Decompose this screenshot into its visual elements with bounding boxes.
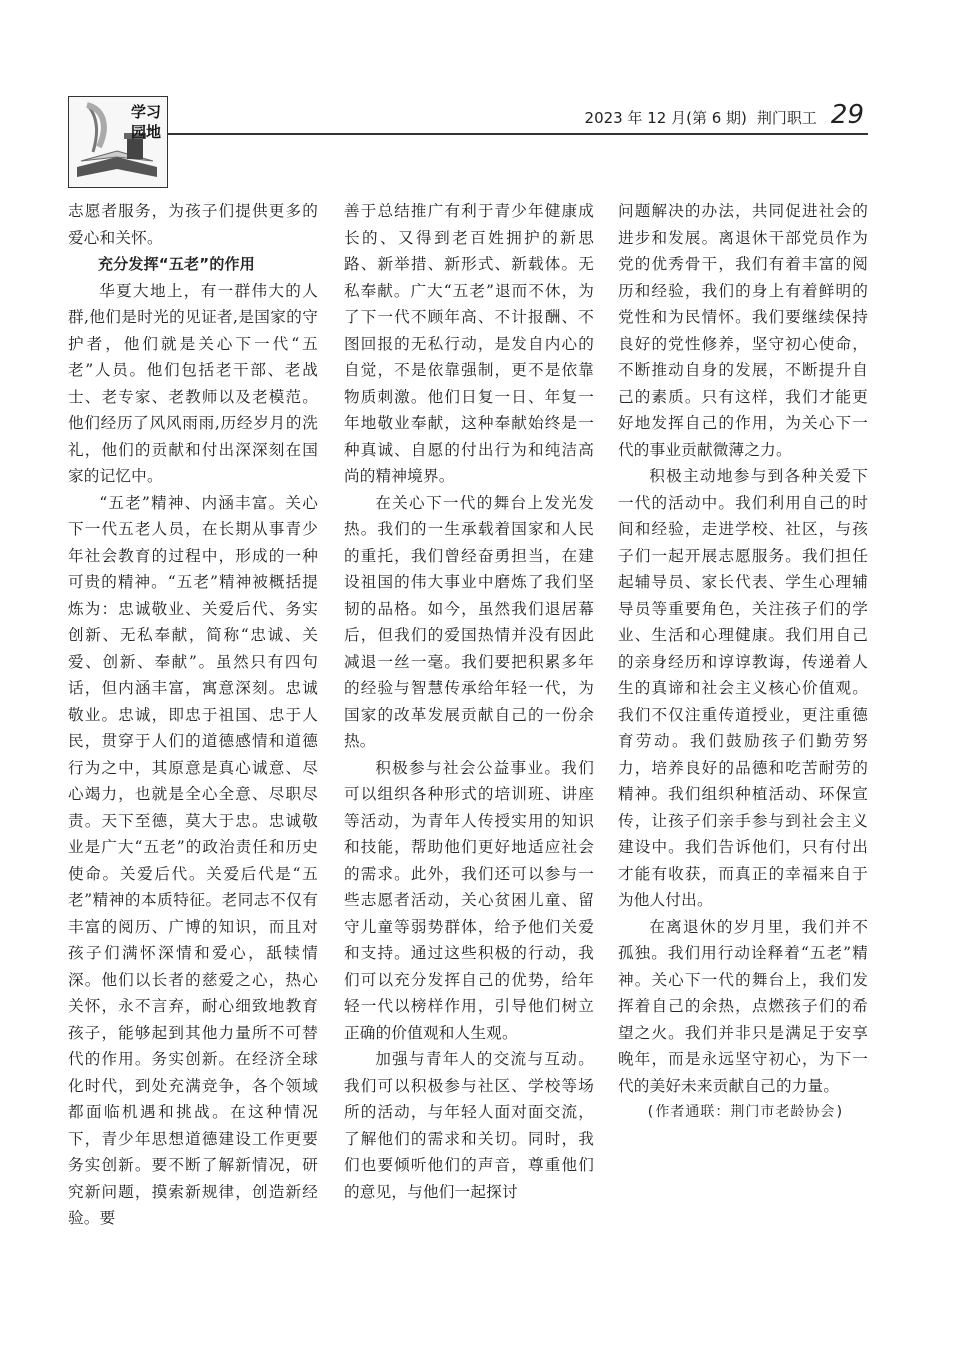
page-header: [584, 100, 864, 130]
author-note: (作者通联：荆门市老龄协会): [646, 1104, 845, 1120]
section-heading: 充分发挥“五老”的作用: [98, 255, 255, 273]
section-logo: [68, 96, 168, 188]
paragraph: 积极主动地参与到各种关爱下一代的活动中。我们利用自己的时间和经验，走进学校、社区，与孩子们一起开展志愿服务。我们担任起辅导员、家长代表、学生心理辅导员等重要角色，关注孩子们的学业、生活和心理健康。我们用自己的亲身经历和谆谆教诲，传递着人生的真谛和社会主义核心价值观。我们不仅注重传道授业，更注重德育劳动。我们鼓励孩子们勤劳努力，培养良好的品德和吃苦耐劳的精神。我们组织种植活动、环保宣传，让孩子们亲手参与到社会主义建设中。我们告诉他们，只有付出才能有收获，而真正的幸福来自于为他人付出。: [618, 467, 868, 909]
issue-date: 2023 年 12 月(第 6 期): [584, 109, 747, 127]
magazine-name: 荆门职工: [756, 109, 817, 127]
header-rule: [168, 133, 868, 135]
article-column-3: [618, 198, 868, 1126]
section-title-line2: 园地: [130, 123, 161, 141]
article-column-2: [344, 198, 594, 1205]
paragraph: 华夏大地上，有一群伟大的人群,他们是时光的见证者,是国家的守护者，他们就是关心下一代“五老”人员。他们包括老干部、老战士、老专家、老教师以及老模范。他们经历了风风雨雨,历经岁月的洗礼，他们的贡献和付出深深刻在国家的记忆中。: [68, 281, 318, 485]
page-number: 29: [830, 100, 864, 130]
paragraph: “五老”精神、内涵丰富。关心下一代五老人员，在长期从事青少年社会教育的过程中，形成的一种可贵的精神。“五老”精神被概括提炼为：忠诚敬业、关爱后代、务实创新、无私奉献，简称“忠诚、关爱、创新、奉献”。虽然只有四句话，但内涵丰富，寓意深刻。忠诚敬业。忠诚，即忠于祖国、忠于人民，贯穿于人们的道德感情和道德行为之中，其原意是真心诚意、尽心竭力，也就是全心全意、尽职尽责。天下至德，莫大于忠。忠诚敬业是广大“五老”的政治责任和历史使命。关爱后代。关爱后代是“五老”精神的本质特征。老同志不仅有丰富的阅历、广博的知识，而且对孩子们满怀深情和爱心，舐犊情深。他们以长者的慈爱之心，热心关怀，永不言弃，耐心细致地教育孩子，能够起到其他力量所不可替代的作用。务实创新。在经济全球化时代，到处充满竞争，各个领域都面临机遇和挑战。在这种情况下，青少年思想道德建设工作更要务实创新。要不断了解新情况，研究新问题，摸索新规律，创造新经验。要: [68, 493, 318, 1227]
paragraph: 问题解决的办法，共同促进社会的进步和发展。离退休干部党员作为党的优秀骨干，我们有着丰富的阅历和经验，我们的身上有着鲜明的党性和为民情怀。我们要继续保持良好的党性修养，坚守初心使命，不断推动自身的发展，不断提升自己的素质。只有这样，我们才能更好地发挥自己的作用，为关心下一代的事业贡献微薄之力。: [618, 202, 868, 459]
paragraph: 志愿者服务，为孩子们提供更多的爱心和关怀。: [68, 202, 318, 247]
paragraph: 加强与青年人的交流与互动。我们可以积极参与社区、学校等场所的活动，与年轻人面对面交流，了解他们的需求和关切。同时，我们也要倾听他们的声音，尊重他们的意见，与他们一起探讨: [344, 1050, 594, 1201]
paragraph: 在离退休的岁月里，我们并不孤独。我们用行动诠释着“五老”精神。关心下一代的舞台上，我们发挥着自己的余热，点燃孩子们的希望之火。我们并非只是满足于安享晚年，而是永远坚守初心，为下一代的美好未来贡献自己的力量。: [618, 917, 868, 1095]
paragraph: 积极参与社会公益事业。我们可以组织各种形式的培训班、讲座等活动，为青年人传授实用的知识和技能，帮助他们更好地适应社会的需求。此外，我们还可以参与一些志愿者活动，关心贫困儿童、留守儿童等弱势群体，给予他们关爱和支持。通过这些积极的行动，我们可以充分发挥自己的优势，给年轻一代以榜样作用，引导他们树立正确的价值观和人生观。: [344, 758, 594, 1042]
article-column-1: [68, 198, 318, 1232]
paragraph: 善于总结推广有利于青少年健康成长的、又得到老百姓拥护的新思路、新举措、新形式、新载体。无私奉献。广大“五老”退而不休，为了下一代不顾年高、不计报酬、不图回报的无私行动，是发自内心的自觉，不是依靠强制，更不是依靠物质刺激。他们日复一日、年复一年地敬业奉献，这种奉献始终是一种真诚、自愿的付出行为和纯洁高尚的精神境界。: [344, 202, 594, 485]
paragraph: 在关心下一代的舞台上发光发热。我们的一生承载着国家和人民的重托，我们曾经奋勇担当，在建设祖国的伟大事业中磨炼了我们坚韧的品格。如今，虽然我们退居幕后，但我们的爱国热情并没有因此减退一丝一毫。我们要把积累多年的经验与智慧传承给年轻一代，为国家的改革发展贡献自己的一份余热。: [344, 493, 594, 750]
section-title-line1: 学习: [130, 103, 161, 121]
